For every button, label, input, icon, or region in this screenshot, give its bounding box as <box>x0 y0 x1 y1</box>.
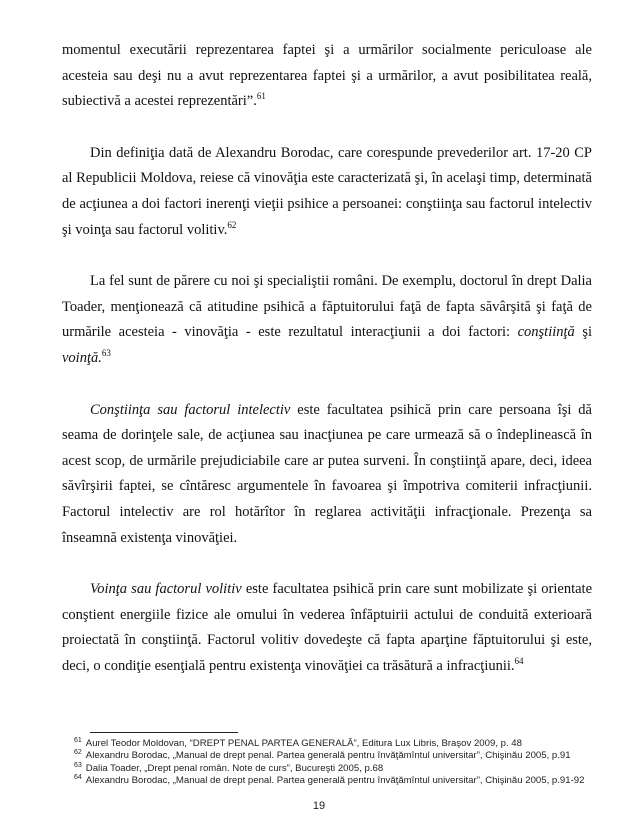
emphasis-term: Voinţa sau factorul volitiv <box>90 581 242 598</box>
footnote-ref[interactable]: 62 <box>227 219 237 230</box>
footnote-number: 63 <box>74 761 82 769</box>
paragraph-text: momentul executării reprezentarea faptei şi a urmărilor socialmente periculoase ale acesteia sau deşi nu a avut reprezentarea faptei şi a urmărilor, a avut posibilitatea reală, subiectivă a acestei reprezentări”. <box>62 42 592 110</box>
footnote-number: 61 <box>74 736 82 744</box>
footnote-text: Alexandru Borodac, „Manual de drept penal. Partea generală pentru învăţămîntul universitar”, Chişinău 2005, p.91 <box>85 750 571 762</box>
page-number: 19 <box>312 800 326 812</box>
footnote-ref[interactable]: 63 <box>101 348 111 359</box>
paragraph-text: La fel sunt de părere cu noi şi specialiştii români. De exemplu, doctorul în drept Dalia Toader, menţionează că atitudine psihică a făptuitorului faţă de fapta săvârşită şi faţă de urmările acesteia - vinovăţia - este rezultatul interacţiunii a doi factori: <box>62 273 592 341</box>
paragraph-text: este facultatea psihică prin care persoana îşi dă seama de dorinţele sale, de acţiunea sau inacţiunea pe care urmează să o îndeplinească în acest scop, de urmările prejudiciabile care ar putea surveni. În conştiinţă apare, deci, ideea săvîrşirii faptei, se cîntăresc argumentele în favoarea şi împotriva comiterii infracţiunii. Factorul intelectiv are rol hotărîtor în reglarea activităţii infracţionale. Prezenţa sa înseamnă existenţa vinovăţiei. <box>62 401 592 546</box>
paragraph-text: Din definiţia dată de Alexandru Borodac, care corespunde prevederilor art. 17-20 CP al Republicii Moldova, reiese că vinovăţia este caracterizată şi, în acelaşi timp, determinată de acţiunea a doi factori inerenţi vieţii psihice a persoanei: conştiinţa sau factorul intelectiv şi voinţa sau factorul volitiv. <box>62 144 592 238</box>
footnote-item <box>74 775 614 787</box>
paragraph-text: şi <box>574 324 592 341</box>
footnote-ref[interactable]: 61 <box>256 91 266 102</box>
footnote-number: 62 <box>74 749 82 757</box>
emphasis-term: voinţă. <box>62 349 102 366</box>
footnote-ref[interactable]: 64 <box>514 656 524 667</box>
paragraph-intellectual-factor <box>62 398 592 552</box>
footnote-item <box>74 750 614 762</box>
paragraph-text: este facultatea psihică prin care sunt mobilizate şi orientate conştient energiile fizice ale omului în vederea înfăptuirii actului de conduită exterioară proiectată în conştiinţă. Factorul volitiv dovedeşte că fapta aparţine făptuitorului şi este, deci, o condiţie esenţială pentru existenţa vinovăţiei ca trăsătură a infracţiunii. <box>62 581 593 674</box>
paragraph-borodac-definition <box>62 141 592 243</box>
body-text <box>62 38 592 679</box>
emphasis-term: Conştiinţa sau factorul intelectiv <box>90 401 291 418</box>
footnote-separator <box>90 732 238 733</box>
paragraph-volitional-factor <box>62 577 592 679</box>
footnote-item <box>74 763 614 775</box>
footnote-text: Aurel Teodor Moldovan, “DREPT PENAL PARTEA GENERALĂ”, Editura Lux Libris, Braşov 2009, p. 48 <box>85 738 522 749</box>
emphasis-term: conştiinţă <box>517 324 575 341</box>
footnote-number: 64 <box>74 774 82 782</box>
footnote-text: Alexandru Borodac, „Manual de drept penal. Partea generală pentru învăţămîntul universitar”, Chişinău 2005, p.91-92 <box>85 775 585 787</box>
footnote-item <box>74 738 614 750</box>
paragraph-romanian-specialists <box>62 269 592 371</box>
footnotes <box>74 738 614 788</box>
footnote-text: Dalia Toader, „Drept penal român. Note de curs”, Bucureşti 2005, p.68 <box>85 762 384 774</box>
paragraph-continuation <box>62 38 592 115</box>
